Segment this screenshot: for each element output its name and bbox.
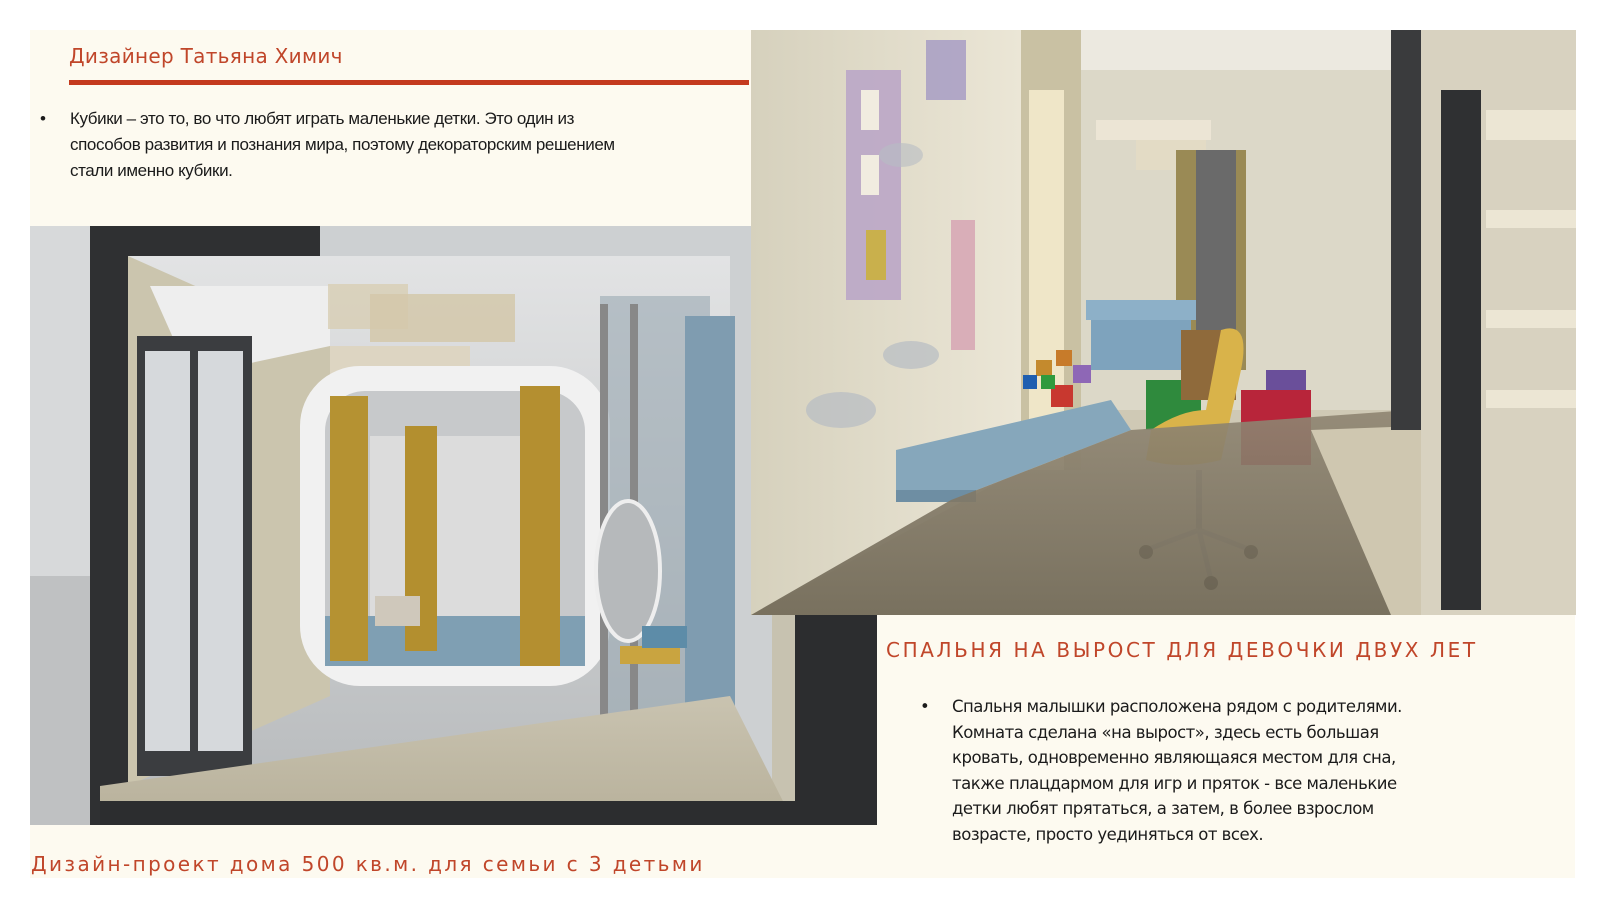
bedroom-render-photo <box>30 226 877 825</box>
project-footer-title: Дизайн-проект дома 500 кв.м. для семьи с 3 детьми <box>31 852 705 876</box>
description-bullet-paragraph <box>920 694 1420 848</box>
header-rule <box>69 80 749 85</box>
intro-text: Кубики – это то, во что любят играть маленькие детки. Это один из способов развития и познания мира, поэтому декораторским решением стали именно кубики. <box>70 109 615 180</box>
desk-corner-render-image <box>751 30 1576 615</box>
bullet-dot: • <box>920 697 930 716</box>
intro-bullet-paragraph <box>40 106 680 184</box>
section-title: СПАЛЬНЯ НА ВЫРОСТ ДЛЯ ДЕВОЧКИ ДВУХ ЛЕТ <box>886 638 1478 662</box>
bedroom-render-image <box>30 226 877 825</box>
desk-corner-render-photo <box>751 30 1576 615</box>
designer-name: Дизайнер Татьяна Химич <box>69 44 343 68</box>
bullet-dot: • <box>40 109 46 128</box>
description-text: Спальня малышки расположена рядом с родителями. Комната сделана «на вырост», здесь есть большая кровать, одновременно являющаяся местом для сна, также плацдармом для игр и пряток - все маленькие детки любят прятаться, а затем, в более взрослом возрасте, просто уединяться от всех. <box>952 697 1402 844</box>
